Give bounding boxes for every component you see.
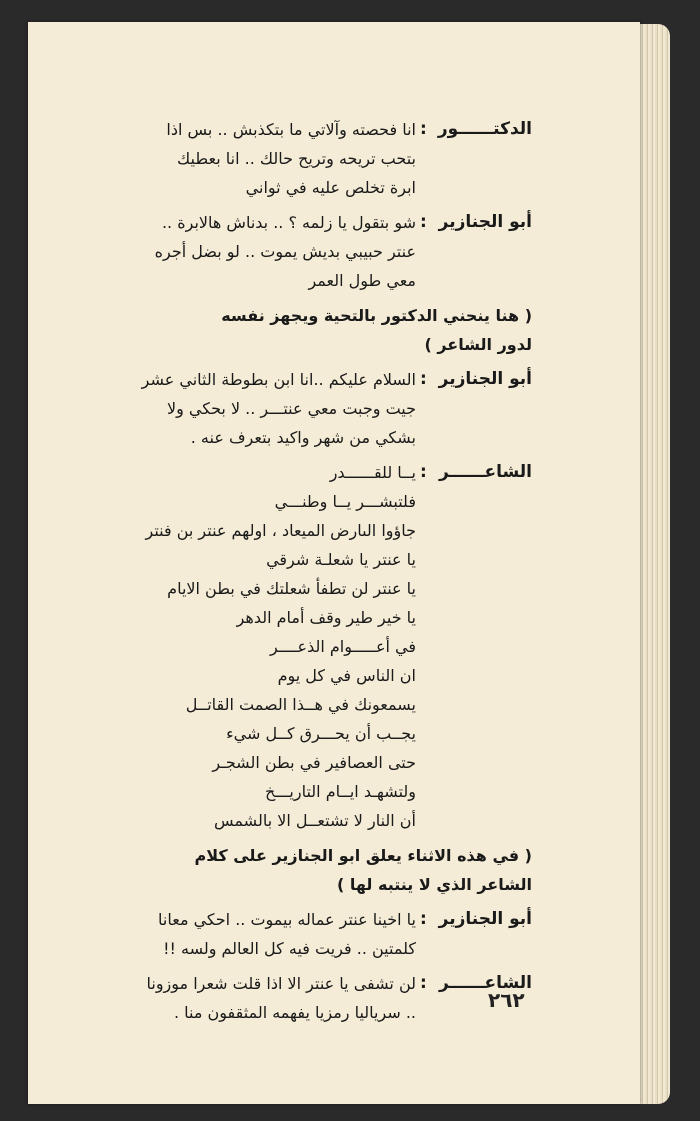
dialogue-entry <box>60 365 532 452</box>
speaker-colon: : <box>420 369 427 389</box>
dialogue-text <box>60 115 416 202</box>
dialogue-line: بتحب تريحه وتريح حالك .. انا بعطيك <box>177 149 416 168</box>
speaker-label: أبو الجنازير <box>438 369 532 389</box>
dialogue-line: يا عنتر يا شعلـة شرقي <box>266 550 416 569</box>
dialogue-entry <box>60 115 532 202</box>
speaker-name <box>416 905 532 963</box>
dialogue-line: ابرة تخلص عليه في ثواني <box>245 178 416 197</box>
dialogue-line: لن تشفى يا عنتر الا اذا قلت شعرا موزونا <box>146 974 416 993</box>
dialogue-line: كلمتين .. فريت فيه كل العالم ولسه !! <box>163 939 416 958</box>
dialogue-text <box>60 208 416 295</box>
dialogue-line: يجــب أن يحـــرق كــل شيء <box>226 724 416 743</box>
stage-direction-line: لدور الشاعر ) <box>424 335 532 354</box>
dialogue-line: معي طول العمر <box>308 271 416 290</box>
dialogue-text <box>60 905 416 963</box>
dialogue-line: جيت وجبت معي عنتـــر .. لا بحكي ولا <box>166 399 416 418</box>
speaker-label: أبو الجنازير <box>438 212 532 232</box>
speaker-name <box>416 208 532 295</box>
dialogue-line: فلتبشـــر يــا وطنـــي <box>274 492 416 511</box>
speaker-colon: : <box>420 973 427 993</box>
page-number: ٢٦٢ <box>488 988 525 1012</box>
dialogue-line: يا خير طير وقف أمام الدهر <box>236 608 416 627</box>
dialogue-line: ولتشهـد ايــام التاريـــخ <box>265 782 416 801</box>
dialogue-line: ان الناس في كل يوم <box>277 666 416 685</box>
stage-direction <box>60 301 532 359</box>
dialogue-text <box>60 365 416 452</box>
dialogue-entry <box>60 458 532 835</box>
speaker-name <box>416 115 532 202</box>
dialogue-line: يــا للقــــــدر <box>329 463 416 482</box>
speaker-label: الشاعــــــر <box>439 973 532 993</box>
speaker-name <box>416 458 532 835</box>
dialogue-line: جاؤوا الىارض الميعاد ، اولهم عنتر بن فنتر <box>145 521 416 540</box>
dialogue-line: يسمعونك في هــذا الصمت القاتــل <box>185 695 416 714</box>
dialogue-entry <box>60 969 532 1027</box>
dialogue-entry <box>60 208 532 295</box>
stage-direction <box>60 841 532 899</box>
dialogue-line: أن النار لا تشتعــل الا بالشمس <box>214 811 416 830</box>
stage-direction-line: الشاعر الذي لا ينتبه لها ) <box>336 875 532 894</box>
dialogue-text <box>60 458 416 835</box>
speaker-label: أبو الجنازير <box>438 909 532 929</box>
stage-direction-line: ( هنا ينحني الدكتور بالتحية ويجهز نفسه <box>221 306 532 325</box>
dialogue-line: عنتر حبيبي بديش يموت .. لو بضل أجره <box>154 242 416 261</box>
dialogue-line: .. سرياليا رمزيا يفهمه المثقفون منا . <box>174 1003 416 1022</box>
dialogue-line: انا فحصته وآلاتي ما بتكذبش .. بس اذا <box>166 120 416 139</box>
dialogue-text <box>60 969 416 1027</box>
dialogue-line: يا عنتر لن تطفأ شعلتك في بطن الايام <box>167 579 416 598</box>
speaker-colon: : <box>420 909 427 929</box>
dialogue-line: بشكي من شهر واكيد بتعرف عنه . <box>190 428 416 447</box>
speaker-name <box>416 365 532 452</box>
dialogue-line: حتى العصافير في بطن الشجـر <box>212 753 416 772</box>
speaker-colon: : <box>420 462 427 482</box>
play-text <box>60 115 532 1033</box>
speaker-colon: : <box>420 212 427 232</box>
dialogue-line: السلام عليكم ..انا ابن بطوطة الثاني عشر <box>141 370 416 389</box>
dialogue-line: شو بتقول يا زلمه ؟ .. بدناش هالابرة .. <box>161 213 416 232</box>
speaker-label: الدكتــــــور <box>437 119 532 139</box>
dialogue-line: في أعـــــوام الذعــــر <box>269 637 416 656</box>
speaker-label: الشاعــــــر <box>439 462 532 482</box>
dialogue-entry <box>60 905 532 963</box>
dialogue-line: يا اخينا عنتر عماله بيموت .. احكي معانا <box>158 910 416 929</box>
speaker-colon: : <box>420 119 427 139</box>
stage-direction-line: ( في هذه الاثناء يعلق ابو الجنازير على كلام <box>194 846 532 865</box>
